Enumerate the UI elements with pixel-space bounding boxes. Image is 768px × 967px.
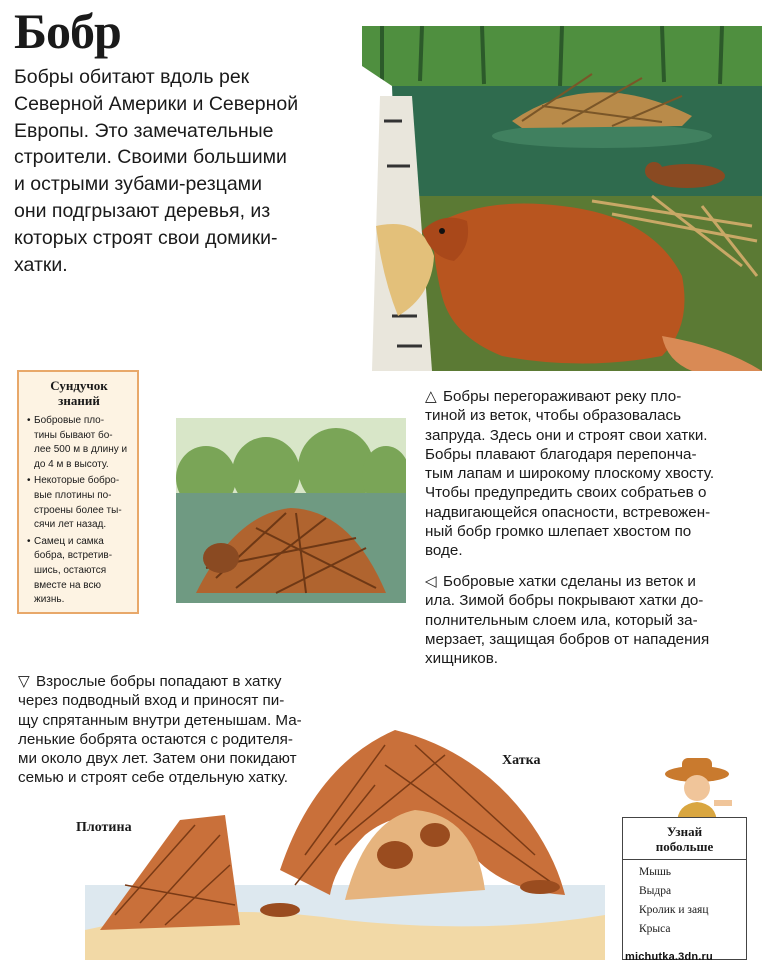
- intro-text: Бобры обитают вдоль рек Северной Америки и Северной Европы. Это замечательные строители. Своими большими и острыми зубами-резцами они подгрызают деревья, из которых строят свои домики- хатки.: [14, 66, 299, 276]
- learn-more-item[interactable]: Мышь: [639, 866, 672, 878]
- triangle-up-icon: △: [425, 388, 437, 405]
- divider: [623, 859, 746, 860]
- lodge-caption: [425, 572, 765, 668]
- triangle-left-icon: ◁: [425, 573, 437, 590]
- dam-caption-text: Бобры перегораживают реку пло- тиной из веток, чтобы образовалась запруда. Здесь они и строят свои хатки. Бобры плавают благодаря перепонча- тым лапам и широкому плоскому хвосту. Чтобы предупредить своих собратьев о надвигающейся опасности, встревожен- ный бобр громко шлепает хвостом по воде.: [425, 388, 715, 560]
- fact-item: • Самец и самка бобра, встретив- шись, остаются вместе на всю жизнь.: [27, 535, 131, 608]
- learn-more-item[interactable]: Крыса: [639, 923, 671, 935]
- explorer-mascot-icon: [652, 752, 742, 824]
- learn-more-heading: Узнай побольше: [655, 824, 714, 854]
- page-title: Бобр: [14, 3, 121, 59]
- lodge-label: Хатка: [502, 753, 541, 768]
- learn-more-box: [622, 817, 747, 960]
- watermark: michutka.3dn.ru: [625, 951, 713, 963]
- triangle-down-icon: ▽: [18, 673, 30, 690]
- fact-item: • Некоторые бобро- вые плотины по- строены более ты- сячи лет назад.: [27, 474, 131, 532]
- fact-item: • Бобровые пло- тины бывают бо- лее 500 м в длину и до 4 м в высоту.: [27, 414, 131, 472]
- facts-box-heading: Сундучок знаний: [50, 378, 108, 408]
- beaver-pond-illustration: [362, 26, 762, 376]
- dam-caption: [425, 387, 765, 561]
- learn-more-item[interactable]: Кролик и заяц: [639, 904, 709, 916]
- facts-list: [27, 414, 131, 608]
- young-caption-text: Взрослые бобры попадают в хатку через подводный вход и приносят пи- щу спрятанным внутри детенышам. Ма- ленькие бобрята остаются с родителя- ми около двух лет. Затем они покидают семью и строят себе отдельную хатку.: [18, 673, 302, 787]
- beaver-lodge-illustration: [176, 418, 406, 636]
- dam-label: Плотина: [76, 820, 132, 835]
- learn-more-item[interactable]: Выдра: [639, 885, 672, 897]
- lodge-caption-text: Бобровые хатки сделаны из веток и ила. Зимой бобры покрывают хатки до- полнительным слоем ила, который за- мерзает, защищая бобров от нападения хищников.: [425, 573, 710, 668]
- learn-more-list: [623, 863, 746, 939]
- facts-box: [17, 370, 139, 614]
